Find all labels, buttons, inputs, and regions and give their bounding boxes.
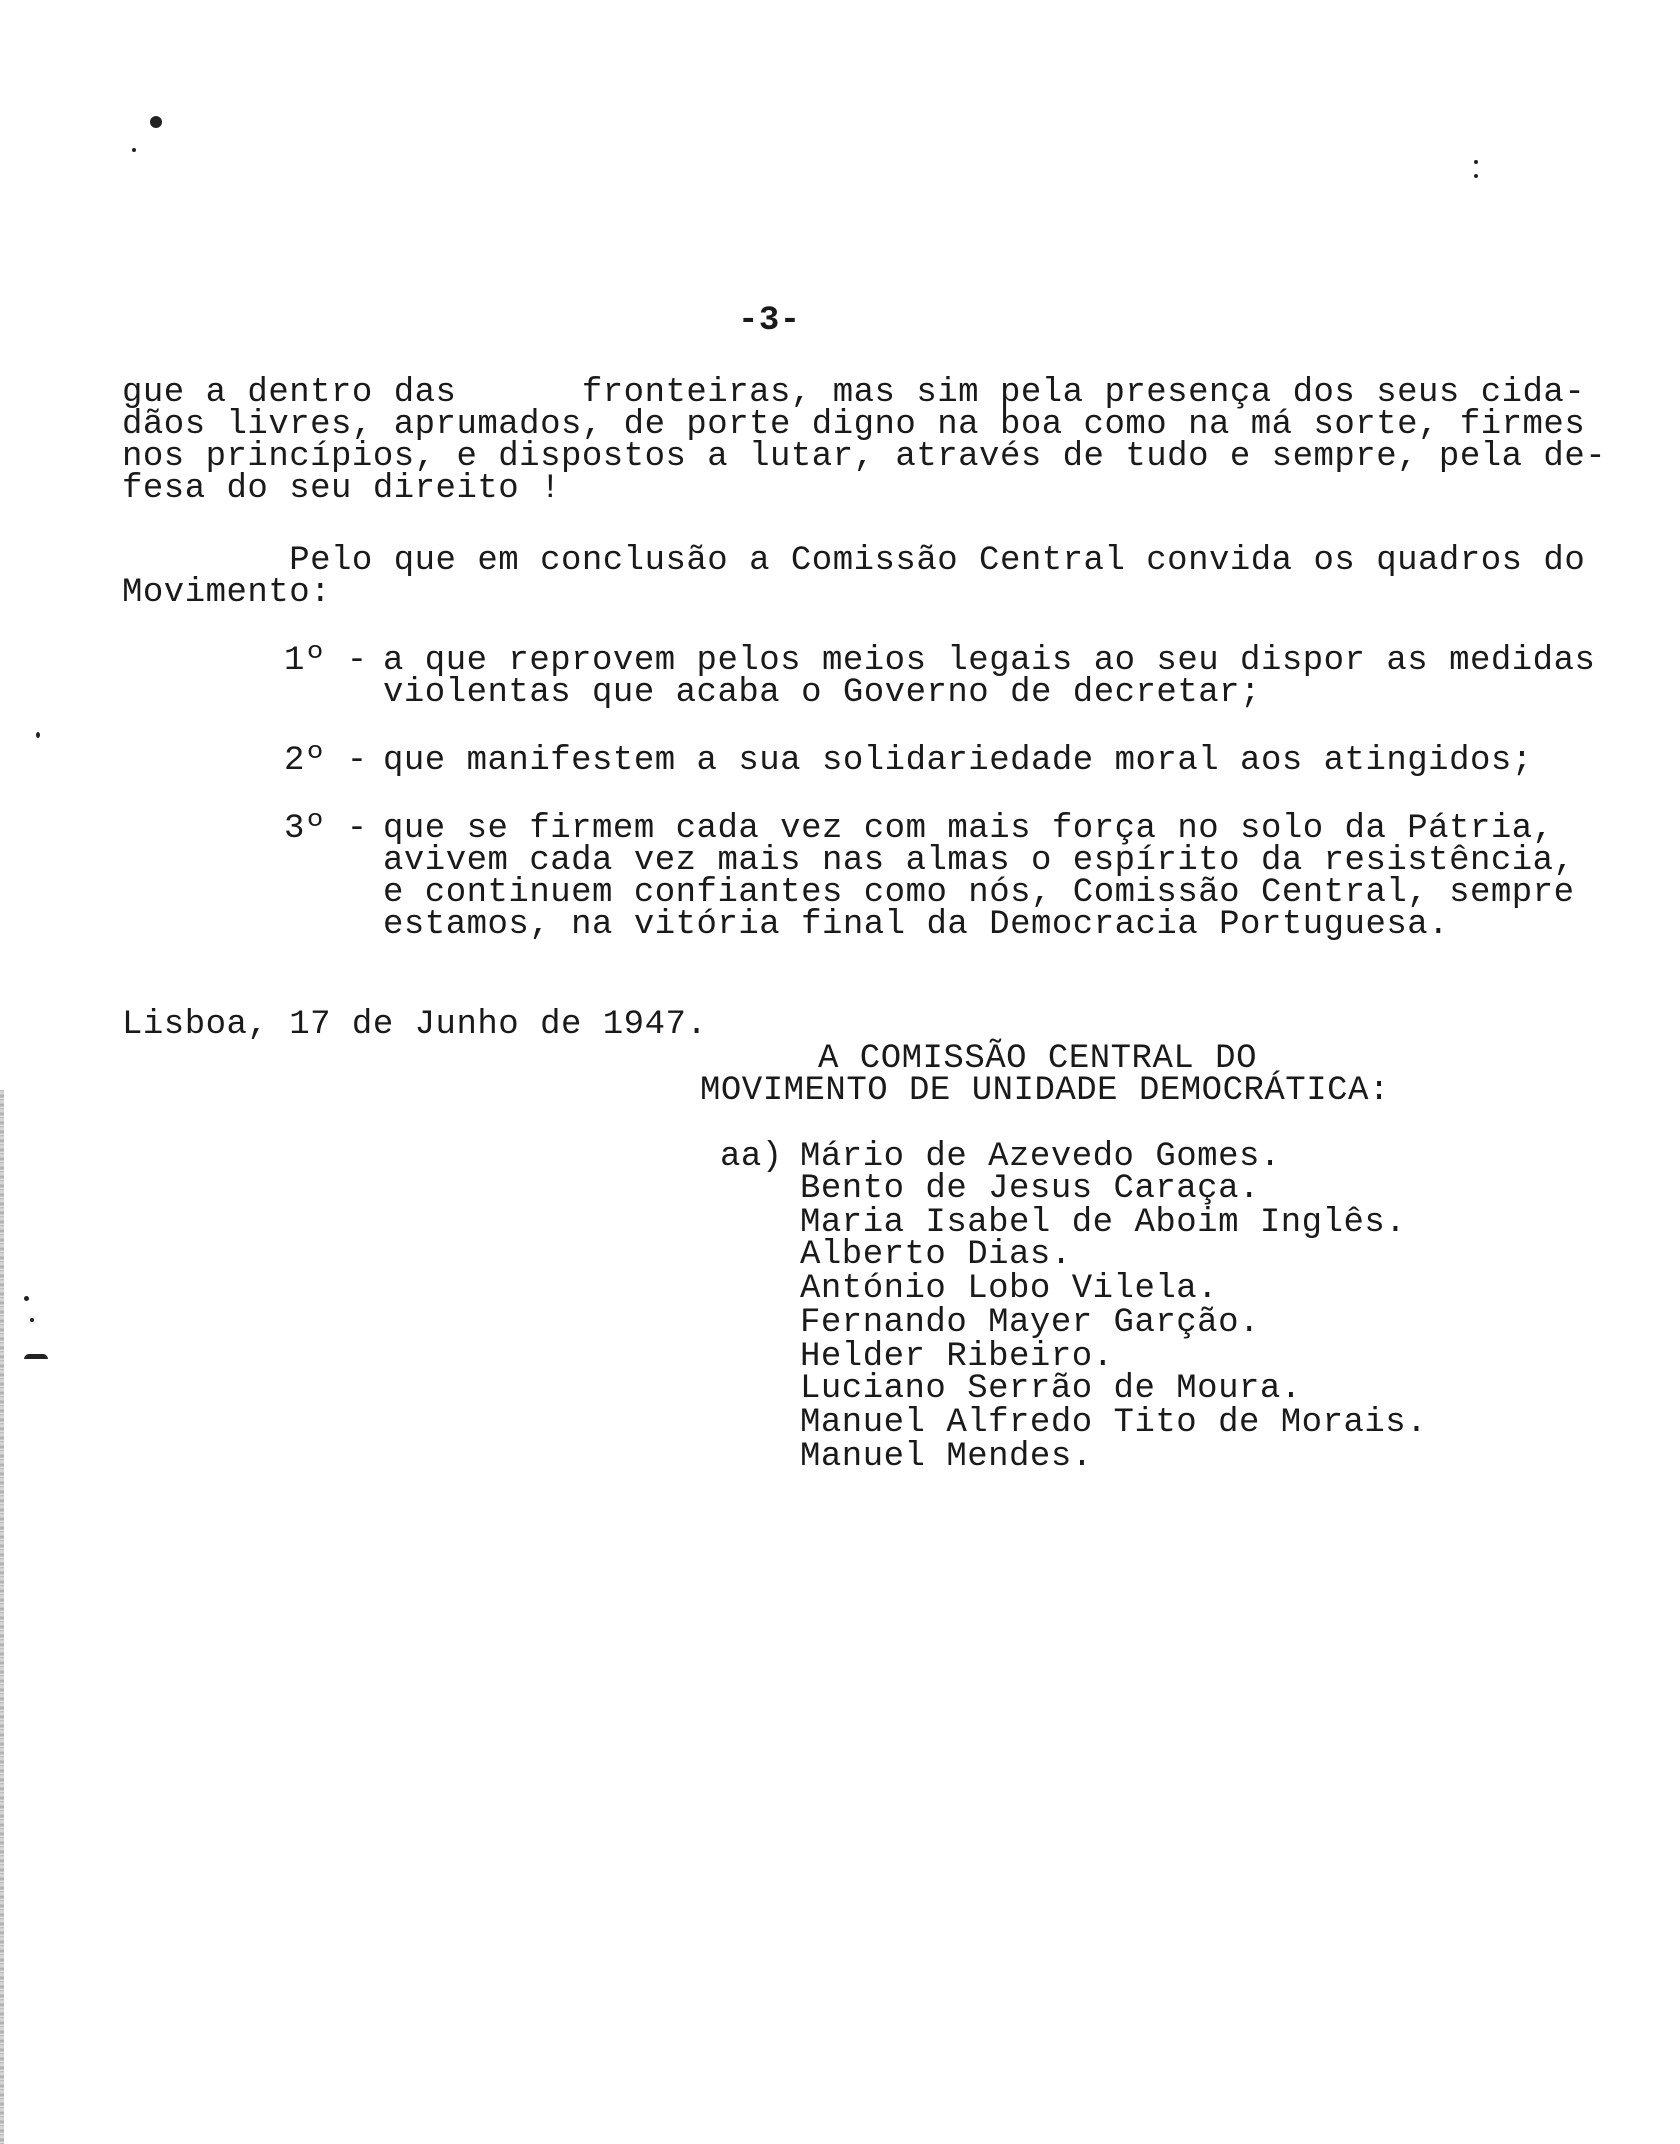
ink-speck	[24, 1354, 48, 1359]
paragraph-line: Pelo que em conclusão a Comissão Central convida os quadros do	[122, 542, 1586, 580]
list-item-line: violentas que acaba o Governo de decretar;	[383, 674, 1261, 712]
scan-edge-artifact	[0, 1090, 4, 2144]
list-item-line: que manifestem a sua solidariedade moral aos atingidos;	[383, 742, 1533, 780]
signatory: António Lobo Vilela.	[800, 1270, 1219, 1308]
paragraph-line: gue a dentro das fronteiras, mas sim pela presença dos seus cida-	[122, 374, 1586, 412]
list-item-line: estamos, na vitória final da Democracia Portuguesa.	[383, 906, 1450, 944]
list-item-number: 3º -	[284, 810, 368, 848]
signatory: Mário de Azevedo Gomes.	[800, 1138, 1281, 1176]
signatory: Luciano Serrão de Moura.	[800, 1370, 1302, 1408]
paragraph-line: nos princípios, e dispostos a lutar, através de tudo e sempre, pela de-	[122, 438, 1607, 476]
list-item-number: 1º -	[284, 642, 368, 680]
signatory: Manuel Alfredo Tito de Morais.	[800, 1404, 1428, 1442]
list-item-line: que se firmem cada vez com mais força no solo da Pátria,	[383, 810, 1554, 848]
list-item-number: 2º -	[284, 742, 368, 780]
paragraph-line: Movimento:	[122, 574, 332, 612]
ink-speck	[150, 116, 162, 128]
ink-speck	[24, 1296, 29, 1301]
ink-speck	[36, 732, 40, 738]
signatories-prefix: aa)	[720, 1138, 783, 1176]
paragraph-line: fesa do seu direito !	[122, 470, 561, 508]
date-line: Lisboa, 17 de Junho de 1947.	[122, 1006, 708, 1044]
signatory: Bento de Jesus Caraça.	[800, 1170, 1260, 1208]
ink-speck	[1474, 160, 1478, 164]
signatory: Helder Ribeiro.	[800, 1338, 1114, 1376]
list-item-line: a que reprovem pelos meios legais ao seu dispor as medidas	[383, 642, 1596, 680]
signatory: Alberto Dias.	[800, 1236, 1072, 1274]
signatory: Maria Isabel de Aboim Inglês.	[800, 1204, 1407, 1242]
signature-heading-line: A COMISSÃO CENTRAL DO	[818, 1040, 1257, 1078]
ink-speck	[132, 148, 136, 152]
paragraph-line: dãos livres, aprumados, de porte digno na boa como na má sorte, firmes	[122, 406, 1586, 444]
signatory: Manuel Mendes.	[800, 1438, 1093, 1476]
signature-heading-line: MOVIMENTO DE UNIDADE DEMOCRÁTICA:	[700, 1072, 1390, 1110]
ink-speck	[1474, 174, 1478, 178]
ink-speck	[30, 1318, 34, 1322]
list-item-line: avivem cada vez mais nas almas o espírito da resistência,	[383, 842, 1575, 880]
signatory: Fernando Mayer Garção.	[800, 1304, 1260, 1342]
page-number: -3-	[738, 302, 801, 340]
list-item-line: e continuem confiantes como nós, Comissão Central, sempre	[383, 874, 1575, 912]
